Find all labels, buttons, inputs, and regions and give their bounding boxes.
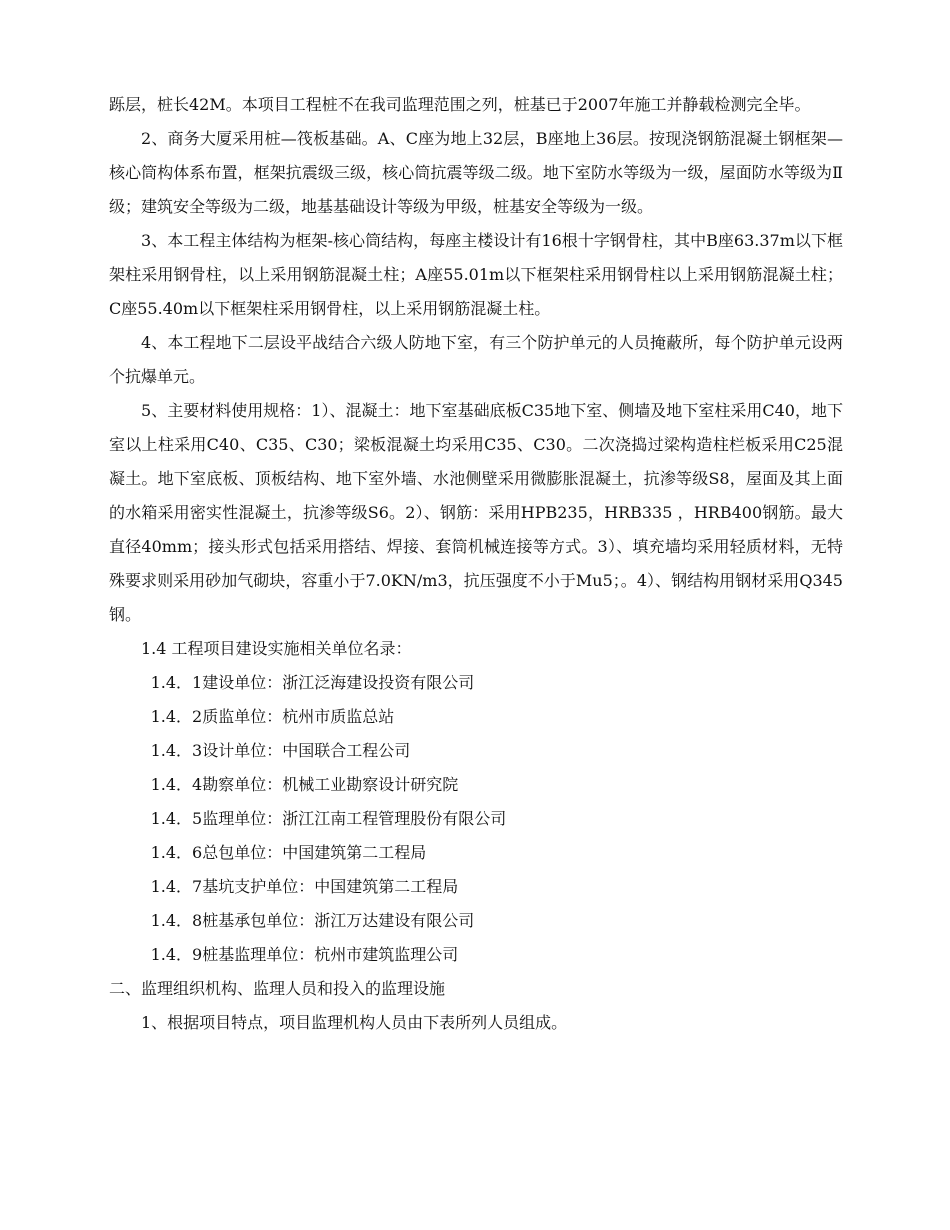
unit-list-item: 1.4．9桩基监理单位：杭州市建筑监理公司 (150, 945, 459, 964)
section-1-4-heading: 1.4 工程项目建设实施相关单位名录： (141, 639, 412, 658)
paragraph-civil-defense: 4、本工程地下二层设平战结合六级人防地下室，有三个防护单元的人员掩蔽所，每个防护单元设两个抗爆单元。 (109, 333, 843, 386)
unit-list-item: 1.4．2质监单位：杭州市质监总站 (150, 707, 395, 726)
unit-list-item: 1.4．5监理单位：浙江江南工程管理股份有限公司 (150, 809, 507, 828)
unit-list-item: 1.4．7基坑支护单位：中国建筑第二工程局 (150, 877, 459, 896)
unit-list-item: 1.4．4勘察单位：机械工业勘察设计研究院 (150, 775, 459, 794)
unit-list-item: 1.4．3设计单位：中国联合工程公司 (150, 741, 411, 760)
document-page (109, 88, 843, 1040)
unit-list-item: 1.4．6总包单位：中国建筑第二工程局 (150, 843, 427, 862)
section-2-item-1: 1、根据项目特点，项目监理机构人员由下表所列人员组成。 (141, 1013, 568, 1032)
paragraph-pile-info: 跞层，桩长42M。本项目工程桩不在我司监理范围之列，桩基已于2007年施工并静载检测完全毕。 (109, 95, 811, 114)
paragraph-materials: 5、主要材料使用规格：1）、混凝土：地下室基础底板C35地下室、侧墙及地下室柱采用C40，地下室以上柱采用C40、C35、C30；梁板混凝土均采用C35、C30。二次浇捣过梁构造柱栏板采用C25混凝土。地下室底板、顶板结构、地下室外墙、水池侧壁采用微膨胀混凝土，抗渗等级S8，屋面及其上面的水箱采用密实性混凝土，抗渗等级S6。2）、钢筋：采用HPB235，HRB335 ，HRB400钢筋。最大直径40mm；接头形式包括采用搭结、焊接、套筒机械连接等方式。3）、填充墙均采用轻质材料，无特殊要求则采用砂加气砌块，容重小于7.0KN/m3，抗压强度不小于Mu5；。4）、钢结构用钢材采用Q345钢。 (109, 401, 843, 624)
section-2-heading: 二、监理组织机构、监理人员和投入的监理设施 (109, 979, 446, 998)
unit-list-item: 1.4．1建设单位：浙江泛海建设投资有限公司 (150, 673, 475, 692)
paragraph-structure: 3、本工程主体结构为框架-核心筒结构，每座主楼设计有16根十字钢骨柱，其中B座63.37m以下框架柱采用钢骨柱，以上采用钢筋混凝土柱；A座55.01m以下框架柱采用钢骨柱以上采用钢筋混凝土柱；C座55.40m以下框架柱采用钢骨柱，以上采用钢筋混凝土柱。 (109, 231, 843, 318)
unit-list-item: 1.4．8桩基承包单位：浙江万达建设有限公司 (150, 911, 475, 930)
paragraph-foundation: 2、商务大厦采用桩—筏板基础。A、C座为地上32层，B座地上36层。按现浇钢筋混凝土钢框架—核心筒构体系布置，框架抗震级三级，核心筒抗震等级二级。地下室防水等级为一级，屋面防水等级为Ⅱ级；建筑安全等级为二级，地基基础设计等级为甲级，桩基安全等级为一级。 (109, 129, 843, 216)
